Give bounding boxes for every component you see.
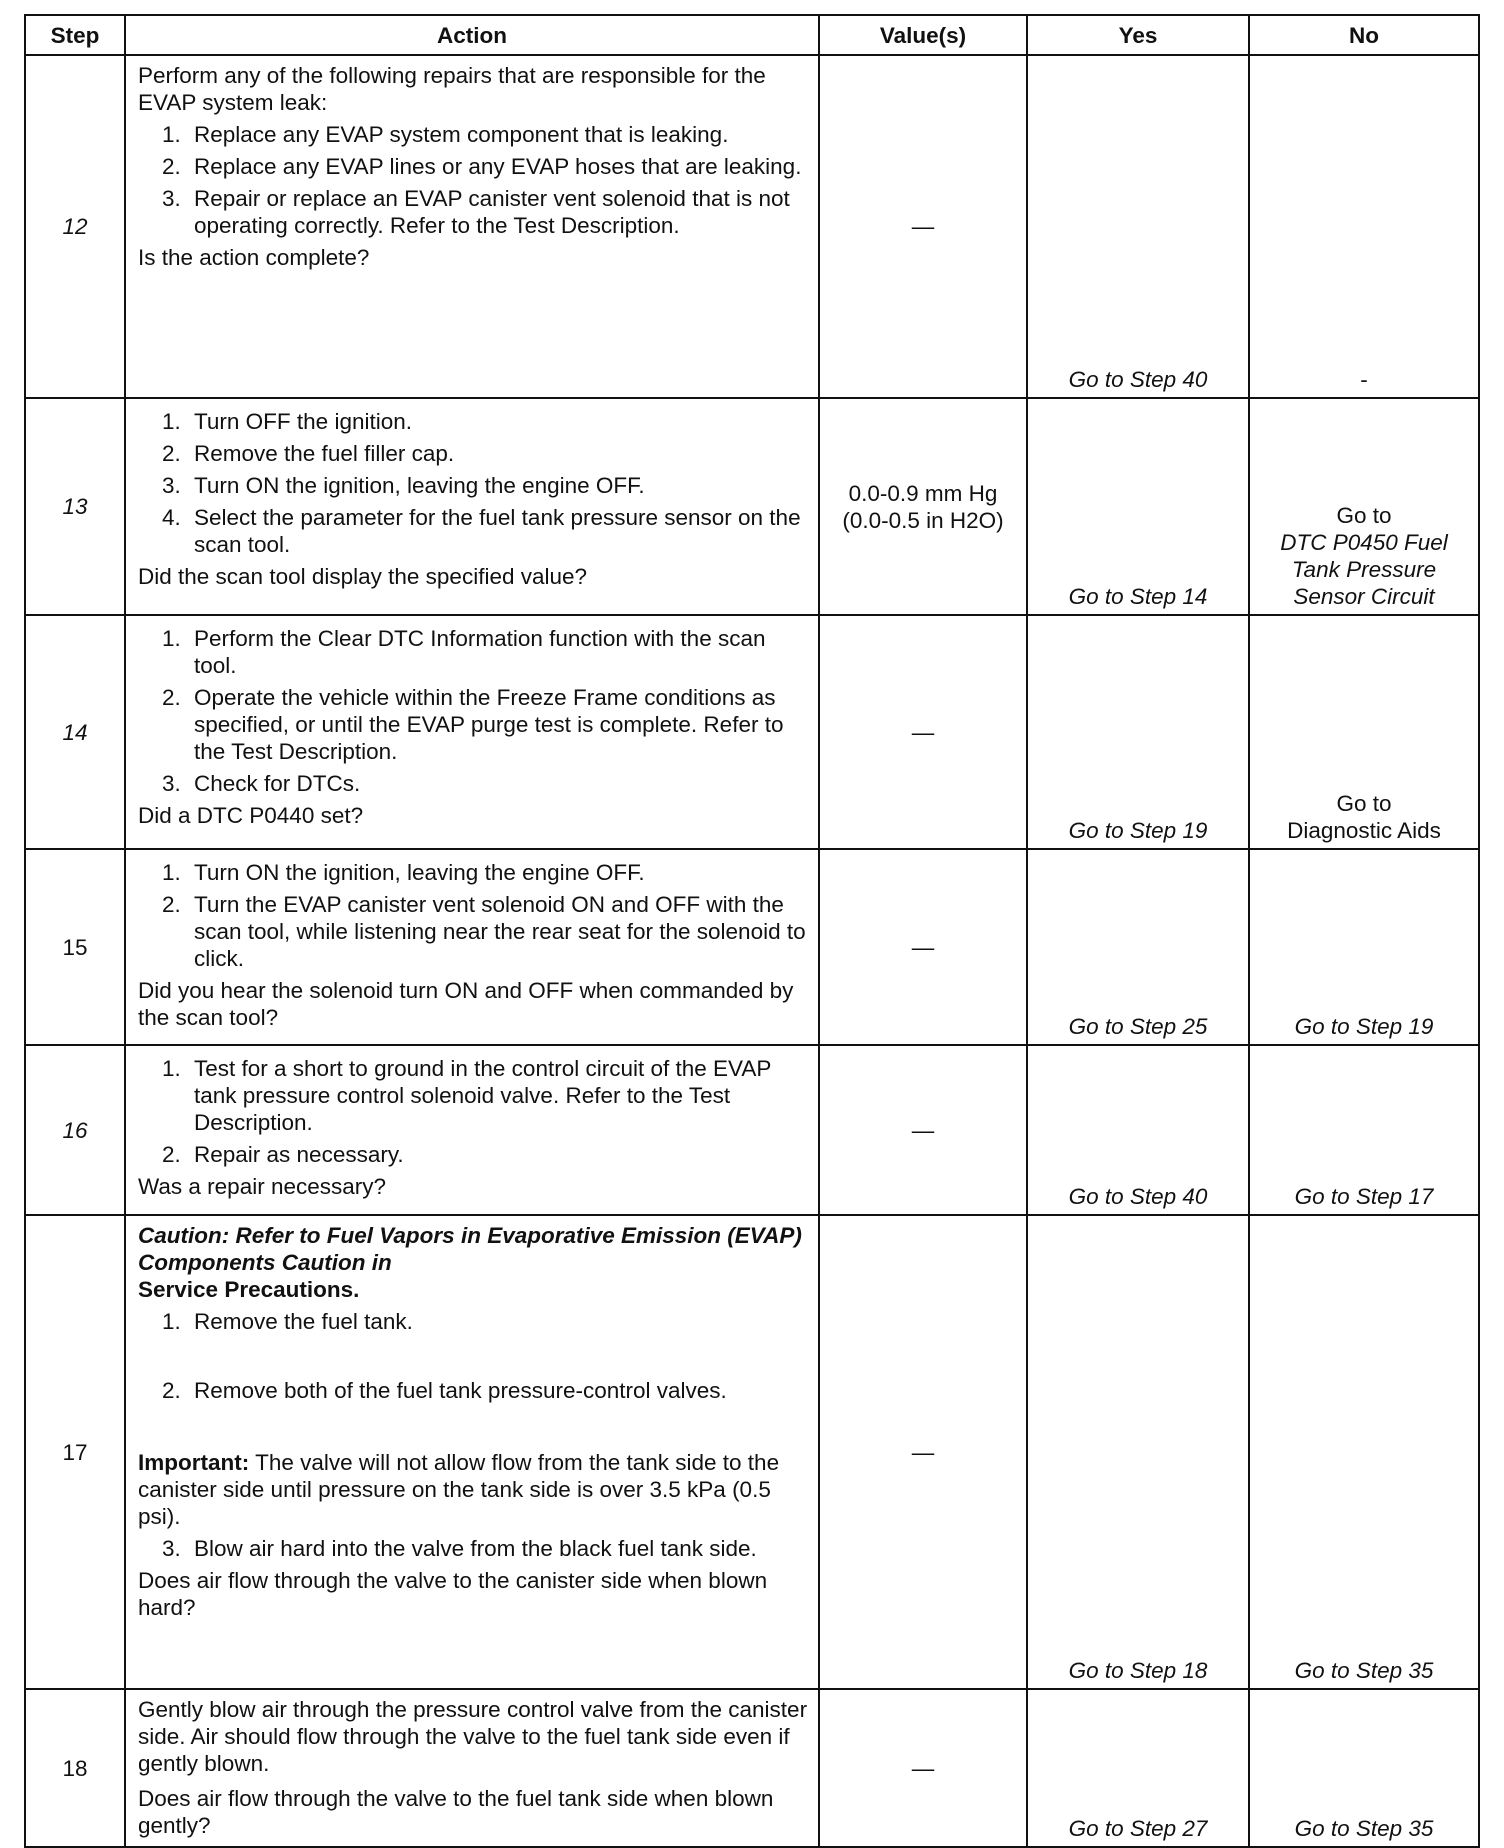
caution-note xyxy=(138,1222,808,1303)
yes-cell xyxy=(1027,615,1249,849)
no-cell xyxy=(1249,1215,1479,1689)
action-list xyxy=(138,121,808,239)
no-link[interactable]: Diagnostic Aids xyxy=(1287,818,1441,843)
action-list xyxy=(138,1055,808,1168)
action-question: Does air flow through the valve to the canister side when blown hard? xyxy=(138,1568,768,1620)
action-intro: Perform any of the following repairs that are responsible for the EVAP system leak: xyxy=(138,63,766,115)
no-go-to: Go to xyxy=(1336,791,1392,816)
action-question: Did you hear the solenoid turn ON and OFF when commanded by the scan tool? xyxy=(138,978,794,1030)
list-item: 1. Turn OFF the ignition. xyxy=(162,409,413,434)
no-cell xyxy=(1249,1045,1479,1215)
value-mmhg: 0.0-0.9 mm Hg xyxy=(848,480,998,506)
action-cell xyxy=(125,1045,819,1215)
list-item: 2. Remove both of the fuel tank pressure-control valves. xyxy=(162,1378,727,1403)
no-link[interactable]: Go to Step 35 xyxy=(1294,1658,1434,1683)
yes-link[interactable]: Go to Step 18 xyxy=(1068,1658,1208,1683)
action-cell xyxy=(125,398,819,615)
yes-link[interactable]: Go to Step 19 xyxy=(1068,818,1208,843)
table-row-step-16 xyxy=(25,1045,1479,1215)
action-list xyxy=(138,625,808,797)
action-cell xyxy=(125,1689,819,1847)
action-list xyxy=(138,859,808,972)
value-cell: — xyxy=(819,849,1027,1045)
value-cell xyxy=(819,398,1027,615)
table-row-step-12 xyxy=(25,55,1479,398)
list-item: 2. Turn the EVAP canister vent solenoid ON and OFF with the scan tool, while listening near the rear seat for the solenoid to click. xyxy=(162,892,806,971)
action-cell xyxy=(125,615,819,849)
list-item: 4. Select the parameter for the fuel tank pressure sensor on the scan tool. xyxy=(162,505,801,557)
table-row-step-18 xyxy=(25,1689,1479,1847)
no-cell xyxy=(1249,398,1479,615)
no-link[interactable]: Go to Step 19 xyxy=(1294,1014,1434,1039)
action-cell xyxy=(125,1215,819,1689)
step-number: 14 xyxy=(25,615,125,849)
list-item: 2. Operate the vehicle within the Freeze Frame conditions as specified, or until the EVAP purge test is complete. Refer to the Test Description. xyxy=(162,685,784,764)
list-item: 3. Check for DTCs. xyxy=(162,771,361,796)
action-question: Was a repair necessary? xyxy=(138,1174,387,1199)
no-value: - xyxy=(1360,367,1368,392)
yes-cell xyxy=(1027,1689,1249,1847)
yes-cell xyxy=(1027,55,1249,398)
yes-cell xyxy=(1027,1215,1249,1689)
value-cell: — xyxy=(819,1689,1027,1847)
action-question: Is the action complete? xyxy=(138,245,370,270)
step-number: 16 xyxy=(25,1045,125,1215)
important-note xyxy=(138,1449,808,1530)
action-question: Does air flow through the valve to the fuel tank side when blown gently? xyxy=(138,1786,774,1838)
list-item: 3. Blow air hard into the valve from the black fuel tank side. xyxy=(162,1536,757,1561)
action-question: Did a DTC P0440 set? xyxy=(138,803,364,828)
header-action: Action xyxy=(125,15,819,55)
list-item: 2. Remove the fuel filler cap. xyxy=(162,441,455,466)
no-cell xyxy=(1249,55,1479,398)
header-row xyxy=(25,15,1479,55)
action-list xyxy=(138,1308,808,1335)
action-cell xyxy=(125,55,819,398)
list-item: 1. Perform the Clear DTC Information function with the scan tool. xyxy=(162,626,766,678)
yes-cell xyxy=(1027,398,1249,615)
no-link[interactable]: Go to Step 35 xyxy=(1294,1816,1434,1841)
yes-cell xyxy=(1027,1045,1249,1215)
action-list xyxy=(138,1535,808,1562)
important-label: Important: xyxy=(138,1450,250,1475)
list-item: 1. Remove the fuel tank. xyxy=(162,1309,413,1334)
caution-link[interactable]: Service Precautions xyxy=(138,1277,354,1302)
yes-link[interactable]: Go to Step 27 xyxy=(1068,1816,1208,1841)
header-values: Value(s) xyxy=(819,15,1027,55)
no-link[interactable]: Go to Step 17 xyxy=(1294,1184,1434,1209)
value-cell: — xyxy=(819,1215,1027,1689)
no-go-to: Go to xyxy=(1336,503,1392,528)
table-row-step-15 xyxy=(25,849,1479,1045)
action-intro: Gently blow air through the pressure control valve from the canister side. Air should flow through the valve to the fuel tank side even if gently blown. xyxy=(138,1697,808,1776)
header-no: No xyxy=(1249,15,1479,55)
list-item: 1. Turn ON the ignition, leaving the engine OFF. xyxy=(162,860,645,885)
value-inh2o: (0.0-0.5 in H2O) xyxy=(842,507,1004,533)
caution-period: . xyxy=(353,1277,360,1302)
diagnostic-table xyxy=(24,14,1480,1848)
no-cell xyxy=(1249,615,1479,849)
list-item: 1. Test for a short to ground in the control circuit of the EVAP tank pressure control solenoid valve. Refer to the Test Description. xyxy=(162,1056,771,1135)
step-number: 15 xyxy=(25,849,125,1045)
table-row-step-14 xyxy=(25,615,1479,849)
action-list xyxy=(138,1377,808,1404)
step-number: 18 xyxy=(25,1689,125,1847)
list-item: 2. Replace any EVAP lines or any EVAP hoses that are leaking. xyxy=(162,154,802,179)
header-step: Step xyxy=(25,15,125,55)
caution-text: Caution: Refer to Fuel Vapors in Evaporative Emission (EVAP) Components Caution in xyxy=(138,1223,802,1275)
no-cell xyxy=(1249,1689,1479,1847)
step-number: 12 xyxy=(25,55,125,398)
action-list xyxy=(138,408,808,558)
value-cell: — xyxy=(819,615,1027,849)
value-cell: — xyxy=(819,55,1027,398)
header-yes: Yes xyxy=(1027,15,1249,55)
list-item: 3. Repair or replace an EVAP canister vent solenoid that is not operating correctly. Refer to the Test Description. xyxy=(162,186,790,238)
value-cell: — xyxy=(819,1045,1027,1215)
yes-link[interactable]: Go to Step 14 xyxy=(1068,584,1208,609)
yes-link[interactable]: Go to Step 40 xyxy=(1068,367,1208,392)
no-cell xyxy=(1249,849,1479,1045)
yes-cell xyxy=(1027,849,1249,1045)
yes-link[interactable]: Go to Step 40 xyxy=(1068,1184,1208,1209)
table-row-step-17 xyxy=(25,1215,1479,1689)
list-item: 2. Repair as necessary. xyxy=(162,1142,404,1167)
no-link[interactable]: DTC P0450 Fuel Tank Pressure Sensor Circuit xyxy=(1280,530,1448,609)
important-text: The valve will not allow flow from the tank side to the canister side until pressure on the tank side is over 3.5 kPa (0.5 psi). xyxy=(138,1450,780,1529)
action-question: Did the scan tool display the specified value? xyxy=(138,564,588,589)
table-row-step-13 xyxy=(25,398,1479,615)
list-item: 1. Replace any EVAP system component that is leaking. xyxy=(162,122,729,147)
yes-link[interactable]: Go to Step 25 xyxy=(1068,1014,1208,1039)
list-item: 3. Turn ON the ignition, leaving the engine OFF. xyxy=(162,473,645,498)
step-number: 13 xyxy=(25,398,125,615)
step-number: 17 xyxy=(25,1215,125,1689)
action-cell xyxy=(125,849,819,1045)
